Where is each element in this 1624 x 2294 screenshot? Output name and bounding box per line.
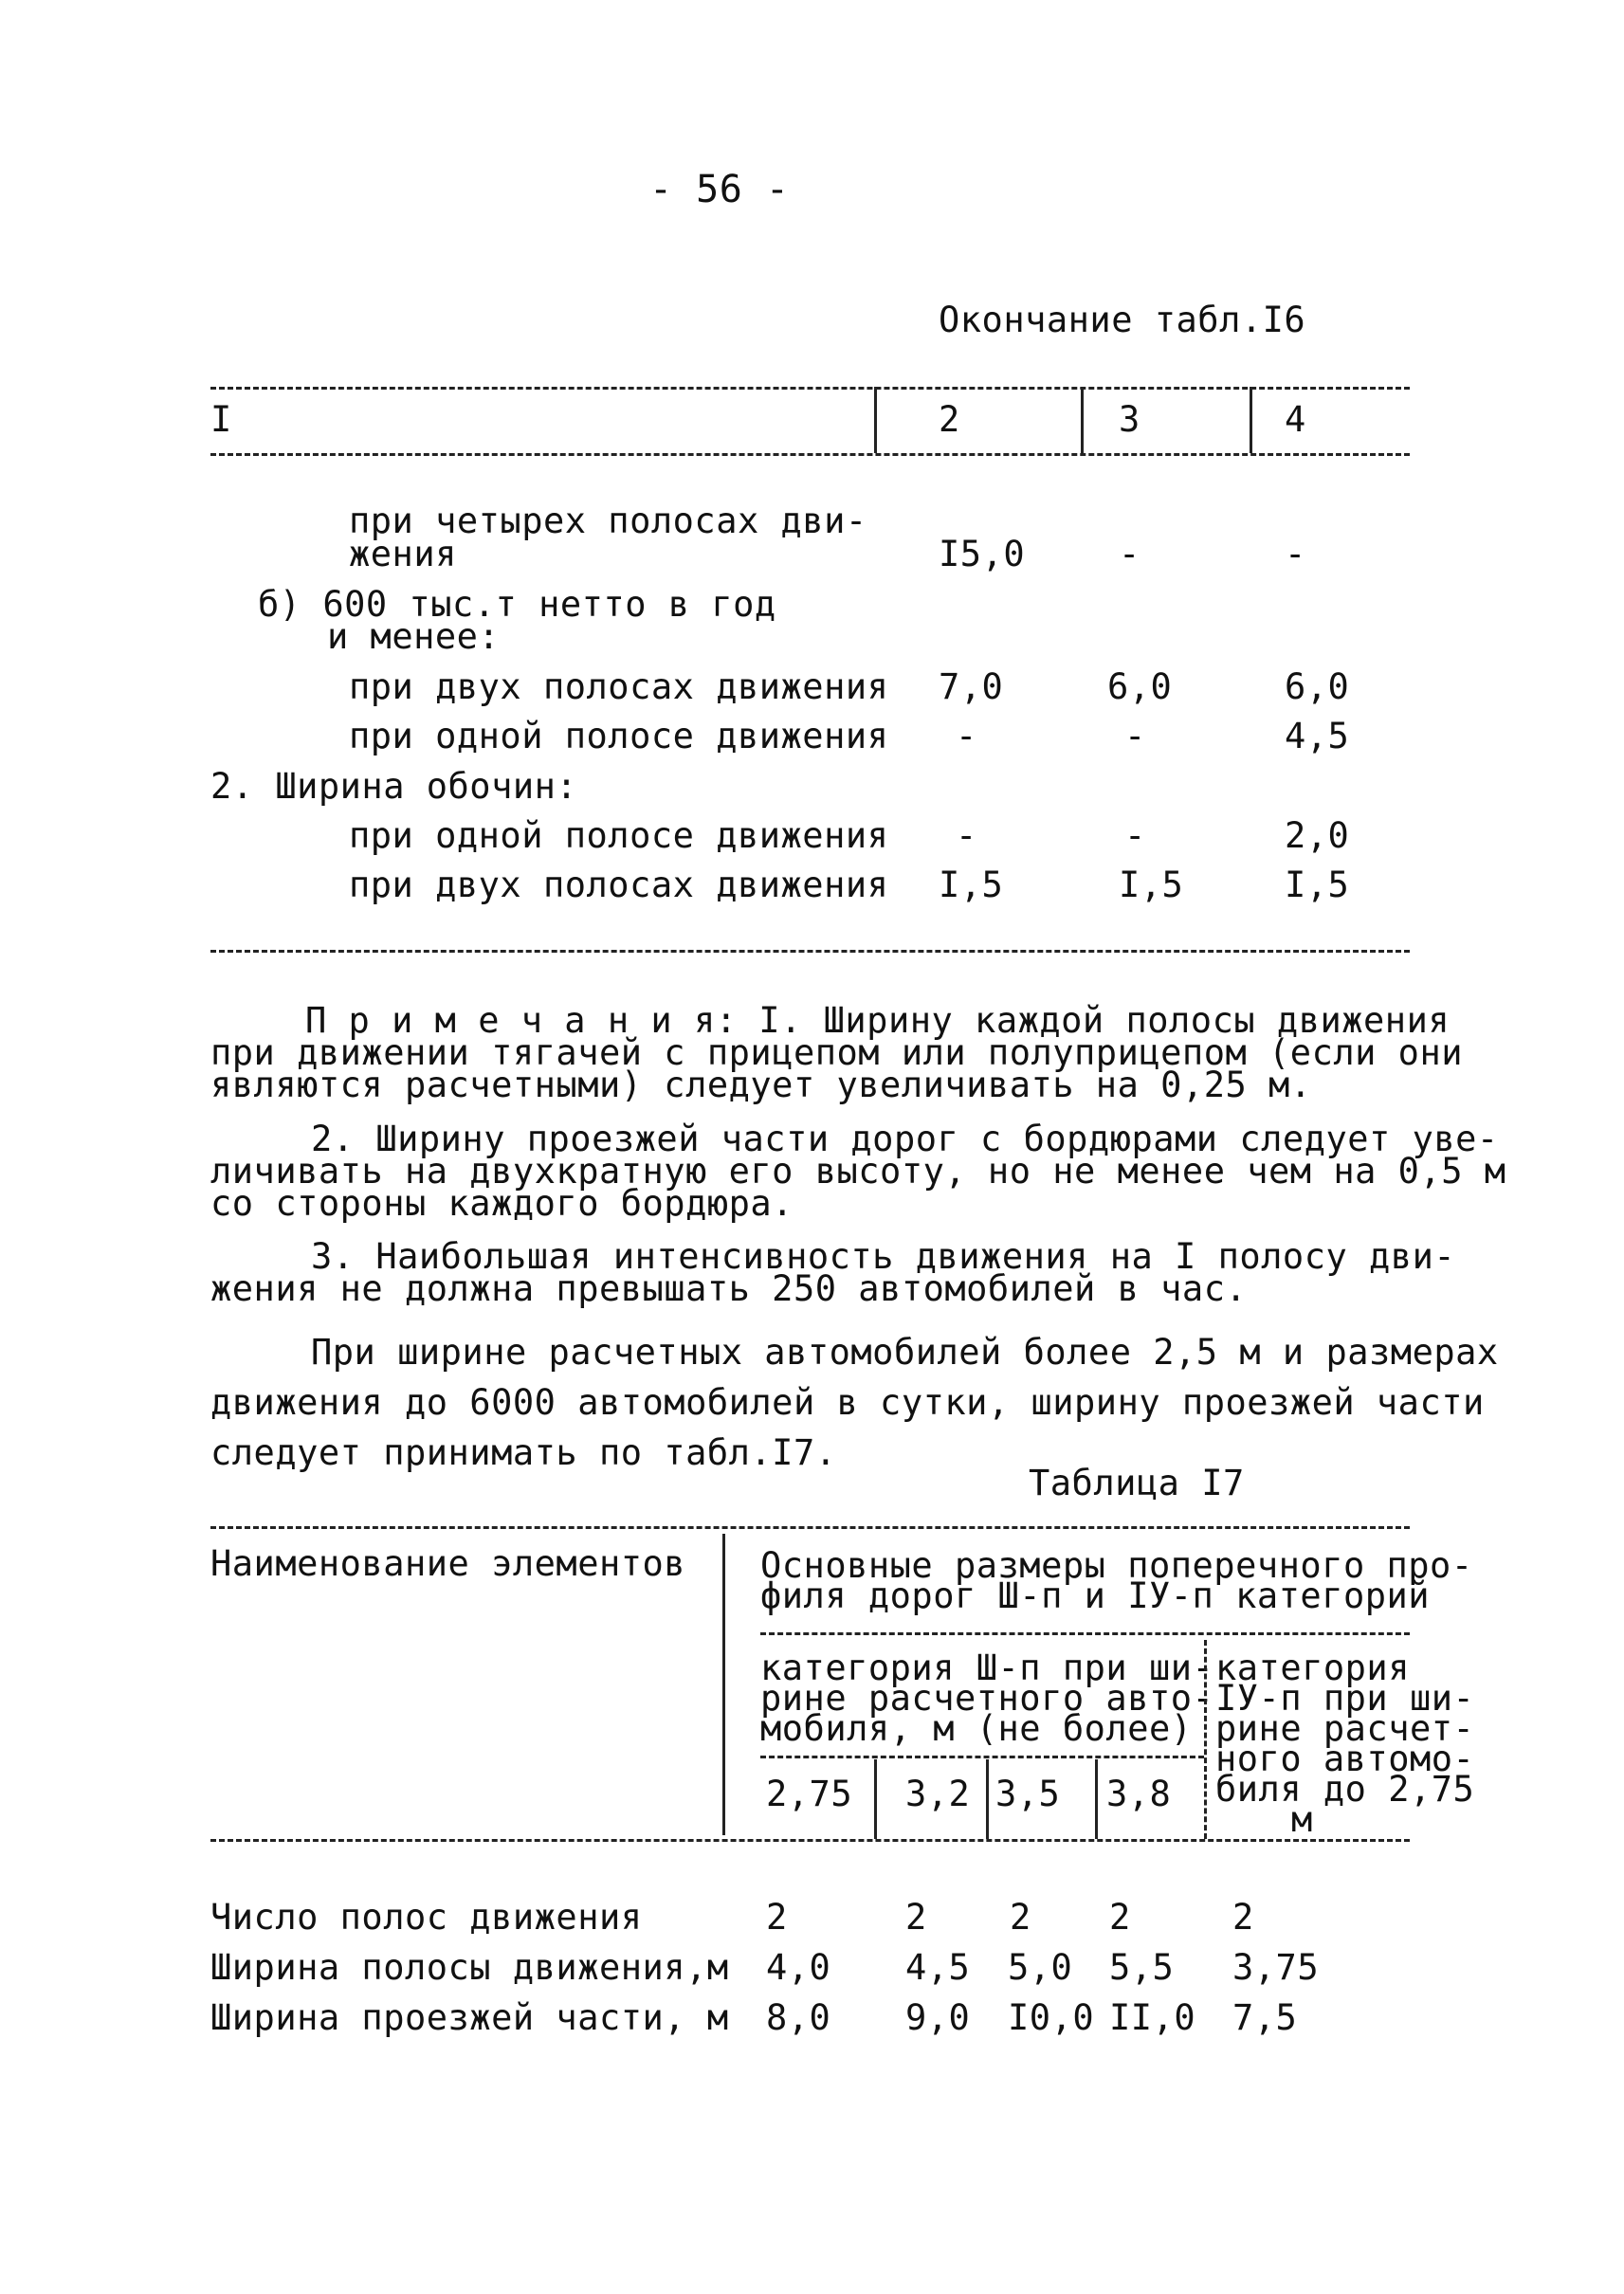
- note-3-line: жения не должна превышать 250 автомобилей в час.: [210, 1268, 1248, 1309]
- note-1-line: при движении тягачей с прицепом или полуприцепом (если они: [210, 1032, 1464, 1073]
- table17-cell: 4,0: [766, 1947, 831, 1988]
- table17-cat3-header: категория Ш-п при ши-: [760, 1648, 1214, 1688]
- table17-width-divider: [986, 1759, 989, 1839]
- table16-cell: 4,5: [1285, 716, 1350, 756]
- note-3-line: 3. Наибольшая интенсивность движения на I полосу дви-: [311, 1236, 1456, 1277]
- table16-header-bottom-rule: [210, 453, 1410, 456]
- table16-row-label: при четырех полосах дви-: [349, 501, 867, 541]
- table17-header-bottom-rule: [210, 1839, 1410, 1842]
- note-2-line: 2. Ширину проезжей части дорог с бордюрами следует уве-: [311, 1119, 1499, 1159]
- table17-row-label: Ширина полосы движения,м: [210, 1947, 729, 1988]
- table17-cat3-header: мобиля, м (не более): [760, 1708, 1193, 1749]
- table16-cell: 6,0: [1285, 666, 1350, 707]
- table17-cell: 2: [1232, 1897, 1254, 1938]
- table17-row-label: Ширина проезжей части, м: [210, 1997, 729, 2038]
- table16-row-label: 2. Ширина обочин:: [210, 766, 578, 807]
- table16-col-divider-2: [1081, 387, 1084, 453]
- table17-cell: II,0: [1109, 1997, 1196, 2038]
- table16-header-col4: 4: [1285, 399, 1306, 440]
- table16-col-divider-1: [874, 387, 877, 453]
- table16-row-label: при двух полосах движения: [349, 666, 889, 707]
- page-number: - 56 -: [649, 168, 790, 211]
- paragraph-line: движения до 6000 автомобилей в сутки, ширину проезжей части: [210, 1382, 1485, 1423]
- table16-cell: -: [956, 815, 977, 856]
- table16-cell: -: [1285, 534, 1306, 574]
- table17-cell: 8,0: [766, 1997, 831, 2038]
- table16-cell: -: [956, 716, 977, 756]
- table16-cell: 7,0: [939, 666, 1004, 707]
- table17-cell: 2: [1109, 1897, 1131, 1938]
- table17-cat4-header: м: [1291, 1799, 1313, 1840]
- table17-cat4-header: рине расчет-: [1215, 1708, 1475, 1749]
- table17-width-header: 3,8: [1106, 1774, 1172, 1814]
- table16-cell: -: [1119, 534, 1140, 574]
- table16-bottom-rule: [210, 950, 1410, 953]
- table16-header-col3: 3: [1119, 399, 1140, 440]
- table17-caption: Таблица I7: [1029, 1463, 1245, 1503]
- table17-cell: 7,5: [1232, 1997, 1298, 2038]
- table17-cat-divider: [1204, 1640, 1207, 1839]
- table17-cell: 2: [766, 1897, 788, 1938]
- table16-row-label: жения: [349, 534, 457, 574]
- table17-width-header: 3,2: [905, 1774, 971, 1814]
- table17-name-col-divider: [722, 1534, 725, 1835]
- table17-cell: 2: [1010, 1897, 1031, 1938]
- table17-cat4-header: IУ-п при ши-: [1215, 1678, 1475, 1719]
- table16-cell: 6,0: [1107, 666, 1173, 707]
- table16-top-rule: [210, 387, 1410, 390]
- table17-group-header: Основные размеры поперечного про-: [760, 1545, 1473, 1586]
- table17-group-rule: [760, 1632, 1410, 1635]
- table16-cell: -: [1124, 815, 1146, 856]
- table16-row-label: при одной полосе движения: [349, 815, 889, 856]
- table17-cell: 2: [905, 1897, 927, 1938]
- table17-width-divider: [874, 1759, 877, 1839]
- table17-cell: 3,75: [1232, 1947, 1320, 1988]
- table16-row-label: при одной полосе движения: [349, 716, 889, 756]
- table17-cell: 5,5: [1109, 1947, 1175, 1988]
- table17-cell: 9,0: [905, 1997, 971, 2038]
- table16-header-col2: 2: [939, 399, 960, 440]
- note-1-line: являются расчетными) следует увеличивать на 0,25 м.: [210, 1065, 1312, 1105]
- table16-row-label: б) 600 тыс.т нетто в год: [258, 584, 776, 625]
- table16-header-col1: I: [210, 399, 232, 440]
- paragraph-line: При ширине расчетных автомобилей более 2,5 м и размерах: [311, 1332, 1499, 1373]
- table17-cat3-header: рине расчетного авто-: [760, 1678, 1214, 1719]
- table16-cell: 2,0: [1285, 815, 1350, 856]
- table16-row-label: и менее:: [327, 616, 501, 657]
- table17-cat4-header: категория: [1215, 1648, 1410, 1688]
- table17-group-header: филя дорог Ш-п и IУ-п категорий: [760, 1575, 1431, 1616]
- paragraph-line: следует принимать по табл.I7.: [210, 1432, 837, 1473]
- table17-top-rule: [210, 1526, 1410, 1529]
- table16-row-label: при двух полосах движения: [349, 865, 889, 905]
- table16-cell: I5,0: [939, 534, 1026, 574]
- table17-cat3-subrule: [760, 1756, 1204, 1758]
- table16-caption: Окончание табл.I6: [939, 300, 1306, 340]
- table17-row-label: Число полос движения: [210, 1897, 643, 1938]
- table16-cell: I,5: [1119, 865, 1184, 905]
- table17-cat4-header: ного автомо-: [1215, 1739, 1475, 1779]
- table16-cell: -: [1124, 716, 1146, 756]
- table16-cell: I,5: [939, 865, 1004, 905]
- table17-cell: 4,5: [905, 1947, 971, 1988]
- table17-cell: 5,0: [1008, 1947, 1073, 1988]
- table17-width-header: 2,75: [766, 1774, 853, 1814]
- note-2-line: личивать на двухкратную его высоту, но не менее чем на 0,5 м: [210, 1151, 1506, 1192]
- note-1-line: П р и м е ч а н и я: I. Ширину каждой полосы движения: [305, 1000, 1451, 1041]
- table16-cell: I,5: [1285, 865, 1350, 905]
- note-2-line: со стороны каждого бордюра.: [210, 1183, 794, 1224]
- table17-width-header: 3,5: [995, 1774, 1061, 1814]
- table17-width-divider: [1095, 1759, 1098, 1839]
- table17-cell: I0,0: [1008, 1997, 1095, 2038]
- table17-name-header: Наименование элементов: [210, 1543, 686, 1584]
- table17-cat4-header: биля до 2,75: [1215, 1769, 1475, 1810]
- table16-col-divider-3: [1250, 387, 1252, 453]
